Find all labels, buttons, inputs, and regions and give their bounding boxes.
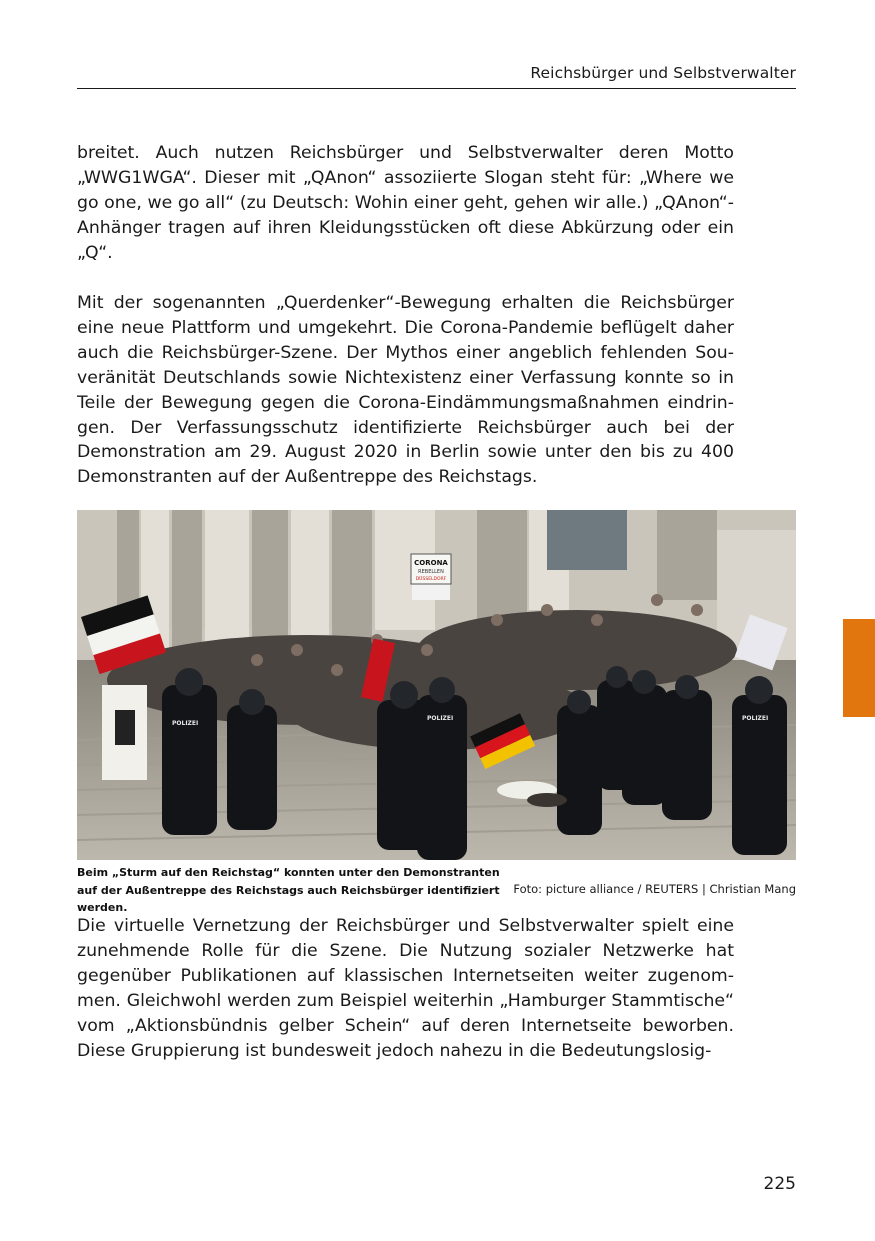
photo-credit: Foto: picture alliance / REUTERS | Christian Mang bbox=[513, 882, 796, 896]
reichstag-protest-photo bbox=[77, 510, 796, 860]
chapter-thumb-tab bbox=[843, 619, 875, 717]
sign-text-rebellen: REBELLEN bbox=[418, 569, 444, 575]
police-label-2: POLIZEI bbox=[427, 715, 454, 722]
police-label-3: POLIZEI bbox=[742, 715, 769, 722]
paragraph-3: Die virtuelle Vernetzung der Reichsbürger und Selbstverwalter spielt eine zunehmende Rolle für die Szene. Die Nutzung sozialer Netzwerke hat gegenüber Publikationen auf klassischen Internetseiten weiter zugenom-men. Gleichwohl werden zum Beispiel weiterhin „Hamburger Stammtische“ vom „Aktionsbündnis gelber Schein“ auf deren Internetseite beworben. Diese Gruppierung ist bundesweit jedoch nahezu in die Bedeutungslosig- bbox=[77, 916, 734, 1061]
figure-caption: Beim „Sturm auf den Reichstag“ konnten unter den Demonstranten auf der Außentreppe des Reichstags auch Reichsbürger identifiziert werden. bbox=[77, 866, 500, 914]
paragraph-2: Mit der sogenannten „Querdenker“-Bewegung erhalten die Reichsbürger eine neue Plattform und umgekehrt. Die Corona-Pandemie beflügelt daher auch die Reichsbürger-Szene. Der Mythos einer angeblich fehlenden Sou-veränität Deutschlands sowie Nichtexistenz einer Verfassung konnte so in Teile der Bewegung gegen die Corona-Eindämmungsmaßnahmen eindrin-gen. Der Verfassungsschutz identifizierte Reichsbürger auch bei der Demonstration am 29. August 2020 in Berlin sowie unter den bis zu 400 Demonstranten auf der Außentreppe des Reichstags. bbox=[77, 293, 734, 488]
sign-text-city: DÜSSELDORF bbox=[415, 577, 447, 582]
police-label-1: POLIZEI bbox=[172, 720, 199, 727]
sign-text-corona: CORONA bbox=[414, 559, 448, 567]
paragraph-1: breitet. Auch nutzen Reichsbürger und Selbstverwalter deren Motto „WWG1WGA“. Dieser mit „QAnon“ assoziierte Slogan steht für: „Where we go one, we go all“ (zu Deutsch: Wohin einer geht, gehen wir alle.) „QAnon“-Anhänger tragen auf ihren Kleidungsstücken oft diese Abkürzung oder ein „Q“. bbox=[77, 143, 734, 263]
page-number: 225 bbox=[763, 1174, 796, 1194]
header-divider bbox=[77, 88, 796, 89]
header-title: Reichsbürger und Selbstverwalter bbox=[530, 64, 796, 82]
